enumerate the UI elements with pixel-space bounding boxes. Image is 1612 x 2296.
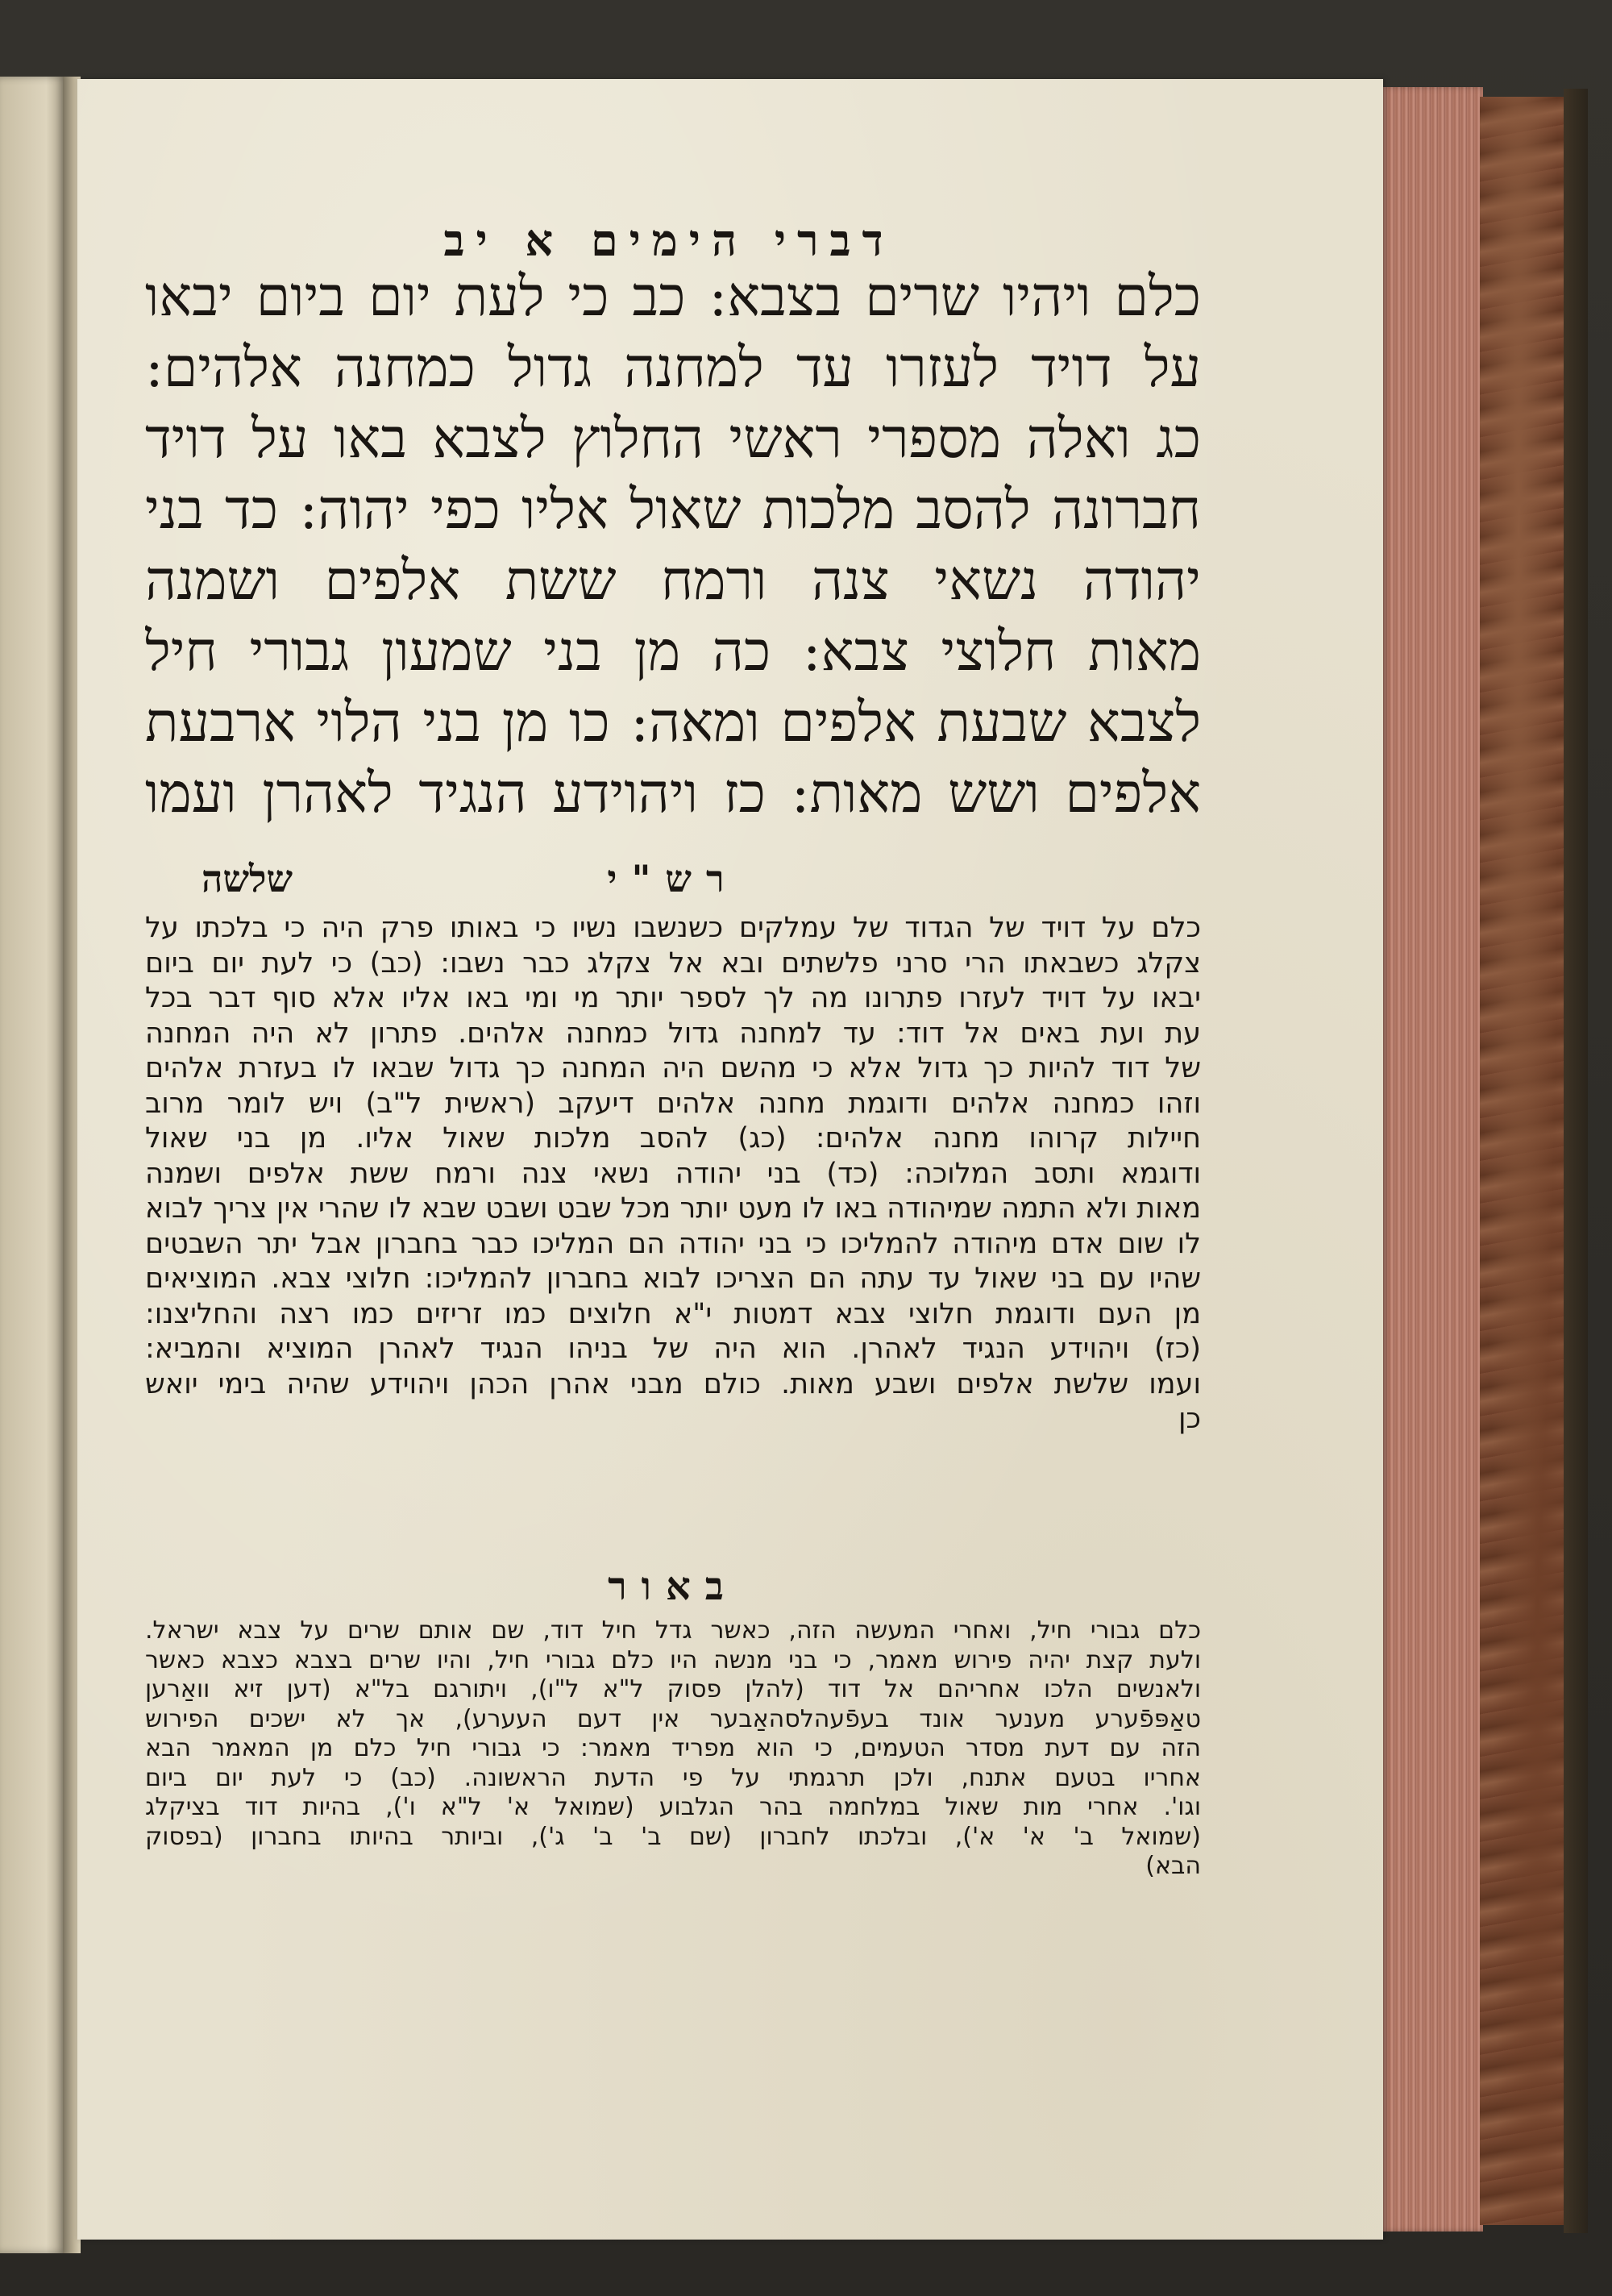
beur-line: ולאנשים הלכו אחריהם אל דוד (להלן פסוק ל"א ל"ו), ויתורגם בל"א (דען זיא וואַרען [145, 1675, 1201, 1703]
rashi-title: רש"י [607, 857, 739, 901]
scripture-line: כג ואלה מספרי ראשי החלוץ לצבא באו על דויד [145, 407, 1201, 471]
page-edges [1380, 87, 1483, 2232]
rashi-line: יבאו על דויד לעזרו פתרונו מה לך לספר יותר מי ומי באו אליו אלא סוף דבר בכל [145, 982, 1201, 1014]
running-head: דברי הימים א יב [443, 214, 895, 266]
rashi-line: מן העם ודוגמת חלוצי צבא דמטות י"א חלוצים כמו זריזים כמו רצה והחליצנו: [145, 1297, 1201, 1330]
rashi-line: מאות ולא התמה שמיהודה באו לו מעט יותר מכל שבט ושבט שבא לו שהרי אין צריך לבוא [145, 1192, 1201, 1225]
beur-line: טאַפּפֿערע מענער אונד בעפֿעהלסהאַבער אין דעם העערע), אך לא ישכים הפירוש [145, 1704, 1201, 1733]
rashi-line: כן [1178, 1403, 1201, 1435]
scripture-line: יהודה נשאי צנה ורמח ששת אלפים ושמנה [145, 549, 1201, 613]
catchword: שלשה [202, 857, 293, 901]
rashi-line: של דוד להיות כך גדול אלא כי מהשם היה המחנה כך גדול שבאו לו בעזרת אלהים [145, 1052, 1201, 1084]
beur-line: כלם גבורי חיל, ואחרי המעשה הזה, כאשר גדל חיל דוד, שם אותם שרים על צבא ישראל. [145, 1616, 1201, 1645]
rashi-line: ועמו שלשת אלפים ושבע מאות. כולם מבני אהרן הכהן ויהוידע שהיה בימי יואש [145, 1367, 1201, 1400]
left-facing-page [0, 77, 66, 2253]
beur-commentary [145, 1616, 1201, 1882]
beur-line: ולעת קצת יהיה פירוש מאמר, כי בני מנשה היו כלם גבורי חיל, והיו שרים בצבא כצבא כאשר [145, 1645, 1201, 1674]
rashi-line: צקלג כשבאתו הרי סרני פלשתים ובא אל צקלג כבר נשבו: (כב) כי לעת יום ביום [145, 946, 1201, 980]
rashi-commentary [145, 911, 1201, 1437]
rashi-line: (כז) ויהוידע הנגיד לאהרן. הוא היה של בניהו הנגיד לאהרן המוציא והמביא: [145, 1333, 1201, 1365]
rashi-line: וזהו כמחנה אלהים ודוגמת מחנה אלהים דיעקב (ראשית ל"ב) ויש לומר מרוב [145, 1087, 1201, 1120]
rashi-line: שהיו עם בני שאול עד עתה הם הצריכו לבוא בחברון להמליכו: חלוצי צבא. המוציאים [145, 1262, 1201, 1295]
cover-edge [1564, 89, 1588, 2233]
scripture-line: חברונה להסב מלכות שאול אליו כפי יהוה: כד בני [145, 478, 1201, 542]
beur-title: באור [608, 1564, 738, 1609]
scripture-line: אלפים ושש מאות: כז ויהוידע הנגיד לאהרן ועמו [145, 762, 1201, 826]
beur-line: וגו'. אחרי מות שאול במלחמה בהר הגלבוע (שמואל א' ל"א ו'), בהיות דוד בציקלג [145, 1793, 1201, 1821]
scripture-line: מאות חלוצי צבא: כה מן בני שמעון גבורי חיל [145, 620, 1201, 684]
beur-line: הזה עם דעת מסדר הטעמים, כי הוא מפריד מאמר: כי גבורי חיל כלם מן המאמר הבא [145, 1734, 1201, 1762]
beur-line: אחריו בטעם אתנח, ולכן תרגמתי על פי הדעת הראשונה. (כב) כי לעת יום ביום [145, 1763, 1201, 1792]
rashi-line: ודוגמא ותסב המלוכה: (כד) בני יהודה נשאי צנה ורמח ששת אלפים ושמנה [145, 1157, 1201, 1190]
rashi-line: כלם על דויד של הגדוד של עמלקים כשנשבו נשיו כי באותו פרק היה כי בלכתו על [145, 912, 1201, 944]
main-scripture-text [145, 262, 1201, 830]
rashi-line: עת ועת באים אל דוד: עד למחנה גדול כמחנה אלהים. פתרון לא היה המחנה [145, 1017, 1201, 1050]
beur-line: הבא) [1145, 1852, 1201, 1880]
scripture-line: כלם ויהיו שרים בצבא: כב כי לעת יום ביום יבאו [145, 265, 1201, 329]
scripture-line: על דויד לעזרו עד למחנה גדול כמחנה אלהים: [145, 336, 1201, 400]
leather-cover [1480, 97, 1577, 2225]
scripture-line: לצבא שבעת אלפים ומאה: כו מן בני הלוי ארבעת [145, 691, 1201, 755]
beur-line: (שמואל ב' א' א'), ובלכתו לחברון (שם ב' ב' ג'), וביותר בהיותו בחברון (בפסוק [145, 1822, 1201, 1851]
commentary-header [145, 857, 1201, 907]
rashi-line: חיילות קרוהו מחנה אלהים: (כג) להסב מלכות שאול אליו. מן בני שאול [145, 1122, 1201, 1154]
rashi-line: לו שום אדם מיהודה להמליכו כי בני יהודה הם המליכו כבר בחברון אבל יתר השבטים [145, 1227, 1201, 1260]
